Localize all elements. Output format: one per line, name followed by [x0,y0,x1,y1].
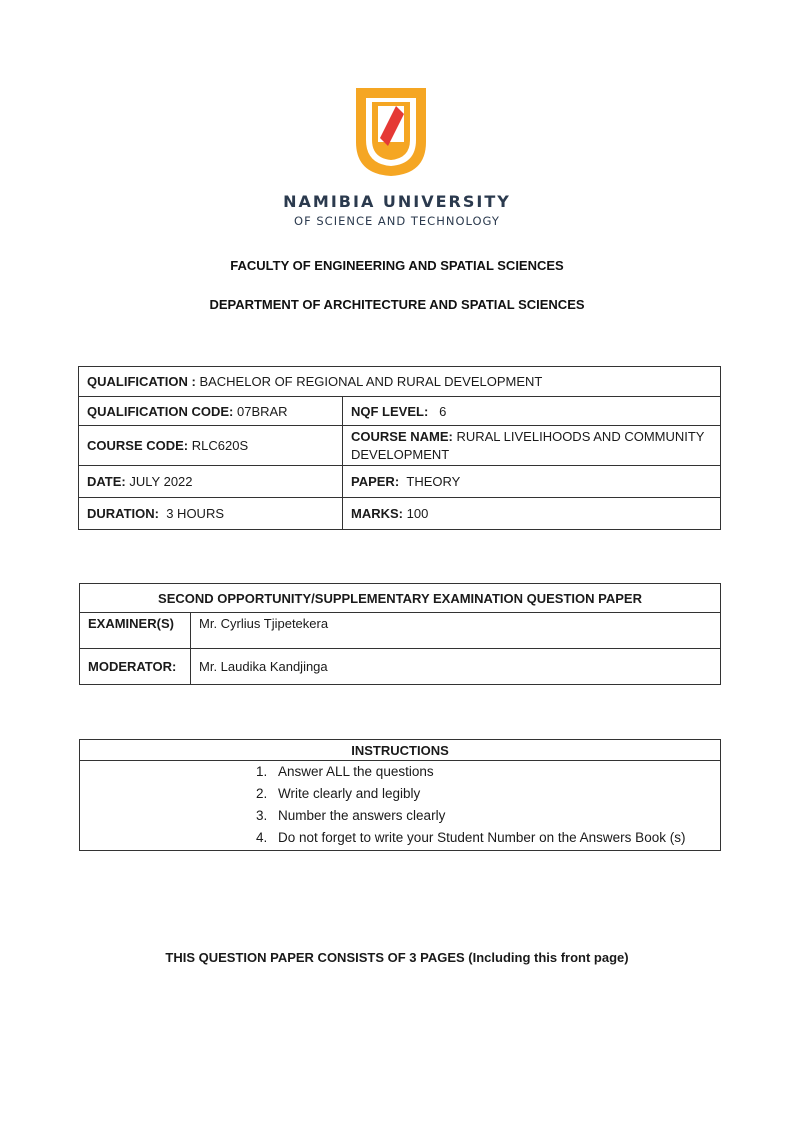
table-row [80,761,721,851]
course-code-value: RLC620S [191,438,249,453]
instruction-number: 3. [256,808,268,823]
marks-cell [343,498,721,530]
course-code-label: COURSE CODE: [87,438,189,453]
exam-info-table [79,583,721,685]
date-label: DATE: [87,474,126,489]
table-row [80,740,721,761]
qual-code-cell [79,397,343,426]
instructions-title: INSTRUCTIONS [80,740,721,761]
exam-title: SECOND OPPORTUNITY/SUPPLEMENTARY EXAMINATION QUESTION PAPER [80,584,721,613]
faculty-heading: FACULTY OF ENGINEERING AND SPATIAL SCIENCES [230,258,564,273]
course-name-label: COURSE NAME: [351,428,453,444]
examiner-label: EXAMINER(S) [80,613,191,649]
qualification-value: BACHELOR OF REGIONAL AND RURAL DEVELOPMENT [199,374,543,389]
table-row [80,649,721,685]
instructions-list [80,761,720,849]
list-item [256,805,720,827]
instruction-number: 1. [256,764,268,779]
list-item [256,783,720,805]
nqf-value: 6 [439,403,447,419]
paper-label: PAPER: [351,474,400,489]
department-heading: DEPARTMENT OF ARCHITECTURE AND SPATIAL SCIENCES [209,297,585,312]
table-row [79,367,721,397]
list-item [256,827,720,849]
instruction-text: Answer ALL the questions [278,764,434,779]
table-row [79,397,721,426]
instruction-number: 4. [256,830,268,845]
nust-logo [350,86,432,178]
university-subtitle: OF SCIENCE AND TECHNOLOGY [294,214,500,228]
nqf-label: NQF LEVEL: [351,403,429,419]
duration-label: DURATION: [87,506,159,521]
moderator-value: Mr. Laudika Kandjinga [191,649,721,685]
instructions-body [80,761,721,851]
instruction-text: Do not forget to write your Student Number on the Answers Book (s) [278,830,686,845]
course-name-value: RURAL LIVELIHOODS AND COMMUNITY DEVELOPMENT [351,428,705,462]
duration-value: 3 HOURS [166,506,225,521]
marks-value: 100 [406,506,429,521]
marks-label: MARKS: [351,506,403,521]
instruction-number: 2. [256,786,268,801]
instruction-text: Number the answers clearly [278,808,446,823]
instruction-text: Write clearly and legibly [278,786,421,801]
table-row [80,584,721,613]
moderator-label: MODERATOR: [80,649,191,685]
list-item [256,761,720,783]
university-name: NAMIBIA UNIVERSITY [283,192,511,211]
qualification-label: QUALIFICATION : [87,374,196,389]
table-row [79,498,721,530]
table-row [79,426,721,466]
qualification-cell [79,367,721,397]
table-row [80,613,721,649]
table-row [79,466,721,498]
qual-code-label: QUALIFICATION CODE: [87,403,234,419]
paper-value: THEORY [406,474,461,489]
nqf-cell [343,397,721,426]
course-name-cell [343,426,721,466]
course-code-cell [79,426,343,466]
date-cell [79,466,343,498]
examiner-value: Mr. Cyrlius Tjipetekera [191,613,721,649]
qual-code-value: 07BRAR [236,403,288,419]
page-count-note: THIS QUESTION PAPER CONSISTS OF 3 PAGES (Including this front page) [165,950,629,965]
duration-cell [79,498,343,530]
instructions-table [79,739,721,851]
qualification-table [78,366,721,530]
date-value: JULY 2022 [129,474,193,489]
paper-cell [343,466,721,498]
